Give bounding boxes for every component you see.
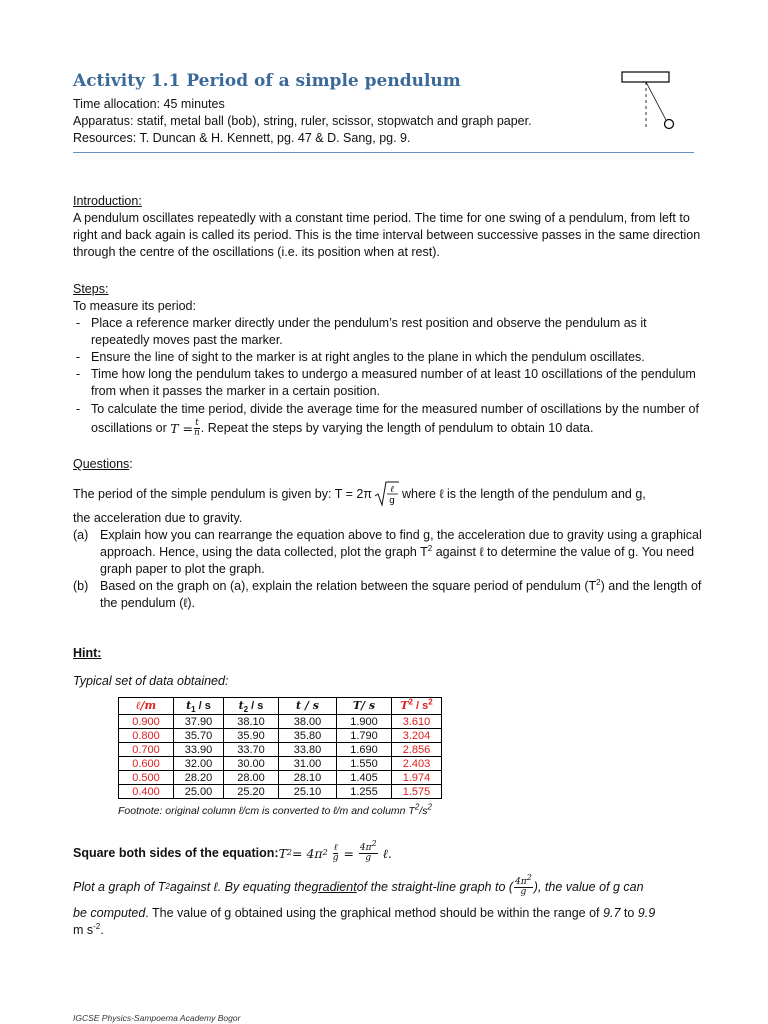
squared-equation: T 2 = 4π 2 $\frac{\text{ℓ}}{g}$ = $\frac{4\pi^2}{g}$ ℓ. <box>278 838 392 863</box>
column-header: $T^2 / s^2$ <box>392 698 442 715</box>
table-row: 0.500 28.20 28.00 28.10 1.405 1.974 <box>119 771 442 785</box>
questions-intro-line2: the acceleration due to gravity. <box>73 511 243 525</box>
square-label: Square both sides of the equation: <box>73 845 279 860</box>
resources: Resources: T. Duncan & H. Kennett, pg. 47 & D. Sang, pg. 9. <box>73 131 411 145</box>
question-b-text-1: Based on the graph on (a), explain the relation between the square period of pendulum (T <box>100 579 597 593</box>
activity-meta <box>73 96 532 147</box>
data-table <box>118 697 442 799</box>
steps-lead: To measure its period: <box>73 299 196 313</box>
period-equation-text: The period of the simple pendulum is given by: T = 2π <box>73 486 372 501</box>
introduction-heading: Introduction: <box>73 194 142 208</box>
page-footer: IGCSE Physics-Sampoerna Academy Bogor <box>73 1013 241 1023</box>
question-b-text-2: ) and the length of the pendulum (ℓ). <box>100 579 702 610</box>
derivation-section <box>73 838 703 939</box>
table-row: 0.400 25.00 25.20 25.10 1.255 1.575 <box>119 785 442 799</box>
apparatus: Apparatus: statif, metal ball (bob), string, ruler, scissor, stopwatch and graph paper. <box>73 114 532 128</box>
step-item-text-end: . Repeat the steps by varying the length of pendulum to obtain 10 data. <box>200 421 594 435</box>
question-a-text-1: Explain how you can rearrange the equation above to find g, the acceleration due to gravity using a graphical approach. Hence, using the data collected, plot the graph T <box>100 528 702 559</box>
table-row: 0.600 32.00 30.00 31.00 1.550 2.403 <box>119 757 442 771</box>
column-header: $t_1$ / s <box>174 698 224 715</box>
step-item <box>73 400 703 438</box>
introduction-section <box>73 193 703 261</box>
steps-list <box>73 315 703 438</box>
questions-heading: Questions <box>73 457 130 471</box>
step-item: - Place a reference marker directly under the pendulum’s rest position and observe the pendulum as it repeatedly moves past the marker. <box>73 315 703 349</box>
value-range-text: be computed. The value of g obtained using the graphical method should be within the range of 9.7 to 9.9 <box>73 906 656 920</box>
column-header: ℓ/m <box>119 698 174 715</box>
gradient-word: gradient <box>311 879 357 894</box>
hint-typical: Typical set of data obtained: <box>73 674 229 688</box>
time-allocation: Time allocation: 45 minutes <box>73 97 225 111</box>
table-row: 0.900 37.90 38.10 38.00 1.900 3.610 <box>119 715 442 729</box>
questions-heading-row <box>73 456 703 473</box>
questions-colon: : <box>129 457 133 471</box>
gradient-fraction: $\frac{4\pi^2}{g}$ <box>515 872 532 897</box>
header-divider <box>73 152 694 153</box>
step-item: - Ensure the line of sight to the marker is at right angles to the plane in which the pendulum oscillates. <box>73 349 703 366</box>
hint-heading: Hint: <box>73 646 102 660</box>
table-footnote: Footnote: original column ℓ/cm is converted to ℓ/m and column $T^2/s^2$ <box>118 802 432 817</box>
step-item: - Time how long the pendulum takes to undergo a measured number of at least 10 oscillations of the pendulum from when it passes the marker in a certain position. <box>73 366 703 400</box>
plot-text-2: against ℓ. By equating the <box>169 879 312 894</box>
period-equation-tail: where ℓ is the length of the pendulum and g, <box>401 486 646 501</box>
svg-text:ℓ: ℓ <box>390 485 394 495</box>
plot-text-1: Plot a graph of T <box>73 879 166 894</box>
question-b: (b) Based on the graph on (a), explain the relation between the square period of pendulum $(T^2)$ and the length of the pendulum (ℓ). <box>73 577 702 610</box>
period-formula: T = $\frac{t}{n}$ <box>170 418 200 439</box>
plot-instruction-line: Plot a graph of T 2 against ℓ. By equating the gradient of the straight-line graph to ( $\frac{4\pi^2}{g}$ ), the value of g can <box>73 872 644 897</box>
question-b-label: (b) <box>73 579 89 593</box>
pendulum-icon <box>618 68 682 136</box>
steps-heading: Steps: <box>73 282 109 296</box>
table-header-row <box>119 698 442 715</box>
period-equation-line <box>73 482 703 506</box>
introduction-text: A pendulum oscillates repeatedly with a constant time period. The time for one swing of a pendulum, from left to right and back again is called its period. This is the time interval between successive passes in the same direction through the centre of the oscillations (i.e. its position when at rest). <box>73 211 701 259</box>
plot-text-4: ), the value of g can <box>533 879 644 894</box>
column-header: $t_2$ / s <box>224 698 279 715</box>
question-a-label: (a) <box>73 528 89 542</box>
table-row: 0.800 35.70 35.90 35.80 1.790 3.204 <box>119 729 442 743</box>
sqrt-l-over-g-icon <box>374 481 400 507</box>
squared-equation-line <box>73 838 703 868</box>
page-title: Activity 1.1 Period of a simple pendulum <box>73 71 461 91</box>
question-a-text-2: against ℓ to determine the value of g. You need graph paper to plot the graph. <box>100 545 695 576</box>
column-header: T/ s <box>337 698 392 715</box>
column-header: t / s <box>279 698 337 715</box>
plot-text-3: of the straight-line graph to ( <box>356 879 514 894</box>
question-a: (a) Explain how you can rearrange the equation above to find g, the acceleration due to gravity using a graphical approach. Hence, using the data collected, plot the graph $T^2$ against ℓ to determine the value of g. You need graph paper to plot the graph. <box>73 528 702 576</box>
value-unit: m $s^{-2}$. <box>73 921 104 937</box>
table-row: 0.700 33.90 33.70 33.80 1.690 2.856 <box>119 743 442 757</box>
hint-section <box>73 645 703 690</box>
svg-text:g: g <box>389 496 395 506</box>
steps-section <box>73 281 703 438</box>
questions-section <box>73 456 703 612</box>
step-item-text: To calculate the time period, divide the average time for the measured number of oscillations by the number of oscillations or <box>91 402 699 435</box>
